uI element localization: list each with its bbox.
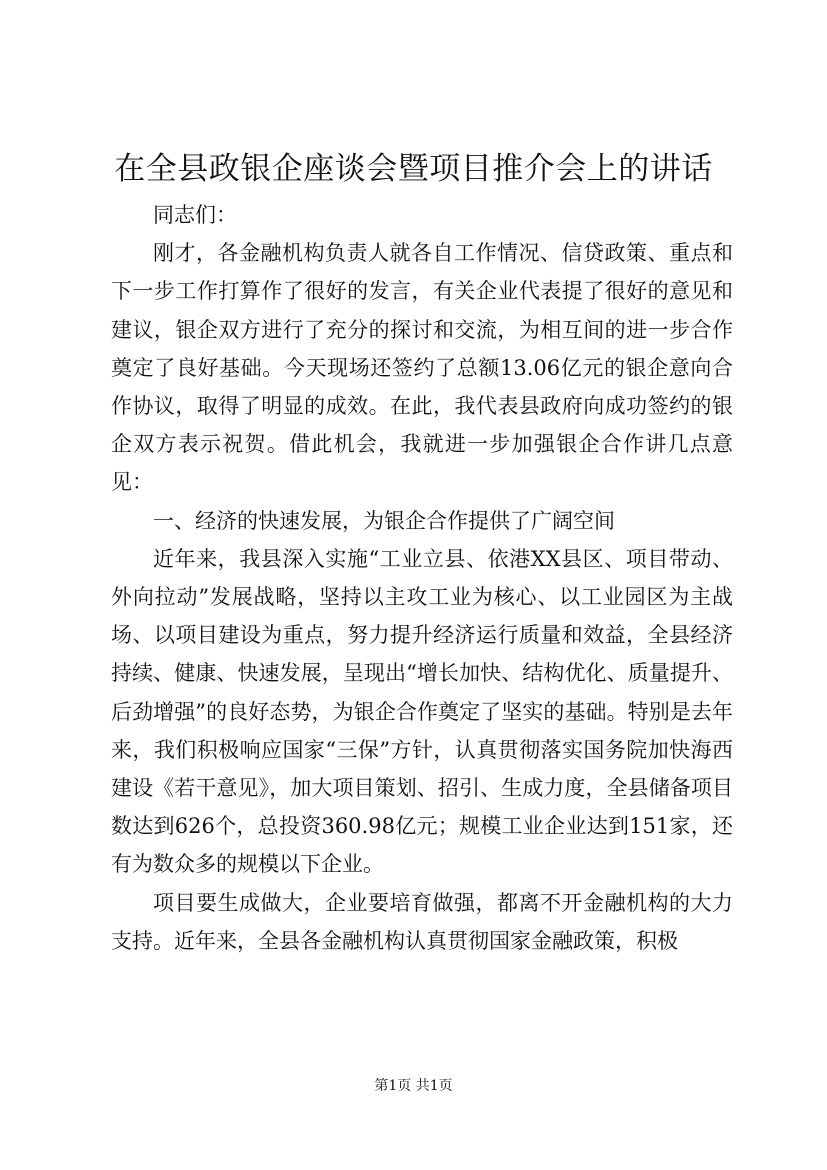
section-heading-1: 一、经济的快速发展，为银企合作提供了广阔空间: [153, 508, 615, 533]
paragraph-opening: 刚才，各金融机构负责人就各自工作情况、信贷政策、重点和下一步工作打算作了很好的发言，有关企业代表提了很好的意见和建议，银企双方进行了充分的探讨和交流，为相互间的进一步合作奠定了良好基础。今天现场还签约了总额13.06亿元的银企意向合作协议，取得了明显的成效。在此，我代表县政府向成功签约的银企双方表示祝贺。借此机会，我就进一步加强银企合作讲几点意见：: [111, 241, 733, 495]
paragraph-support: 项目要生成做大，企业要培育做强，都离不开金融机构的大力支持。近年来，全县各金融机构认真贯彻国家金融政策，积极: [111, 890, 733, 953]
document-title: 在全县政银企座谈会暨项目推介会上的讲话: [114, 151, 713, 187]
paragraph-development: 近年来，我县深入实施“工业立县、依港XX县区、项目带动、外向拉动”发展战略，坚持以主攻工业为核心、以工业园区为主战场、以项目建设为重点，努力提升经济运行质量和效益，全县经济持续、健康、快速发展，呈现出“增长加快、结构优化、质量提升、后劲增强”的良好态势，为银企合作奠定了坚实的基础。特别是去年来，我们积极响应国家“三保”方针，认真贯彻落实国务院加快海西建设《若干意见》，加大项目策划、招引、生成力度，全县储备项目数达到626个，总投资360.98亿元；规模工业企业达到151家，还有为数众多的规模以下企业。: [111, 546, 733, 877]
salutation: 同志们：: [153, 203, 237, 227]
document-body: [111, 196, 733, 960]
page-footer: 第1页 共1页: [374, 1078, 453, 1094]
